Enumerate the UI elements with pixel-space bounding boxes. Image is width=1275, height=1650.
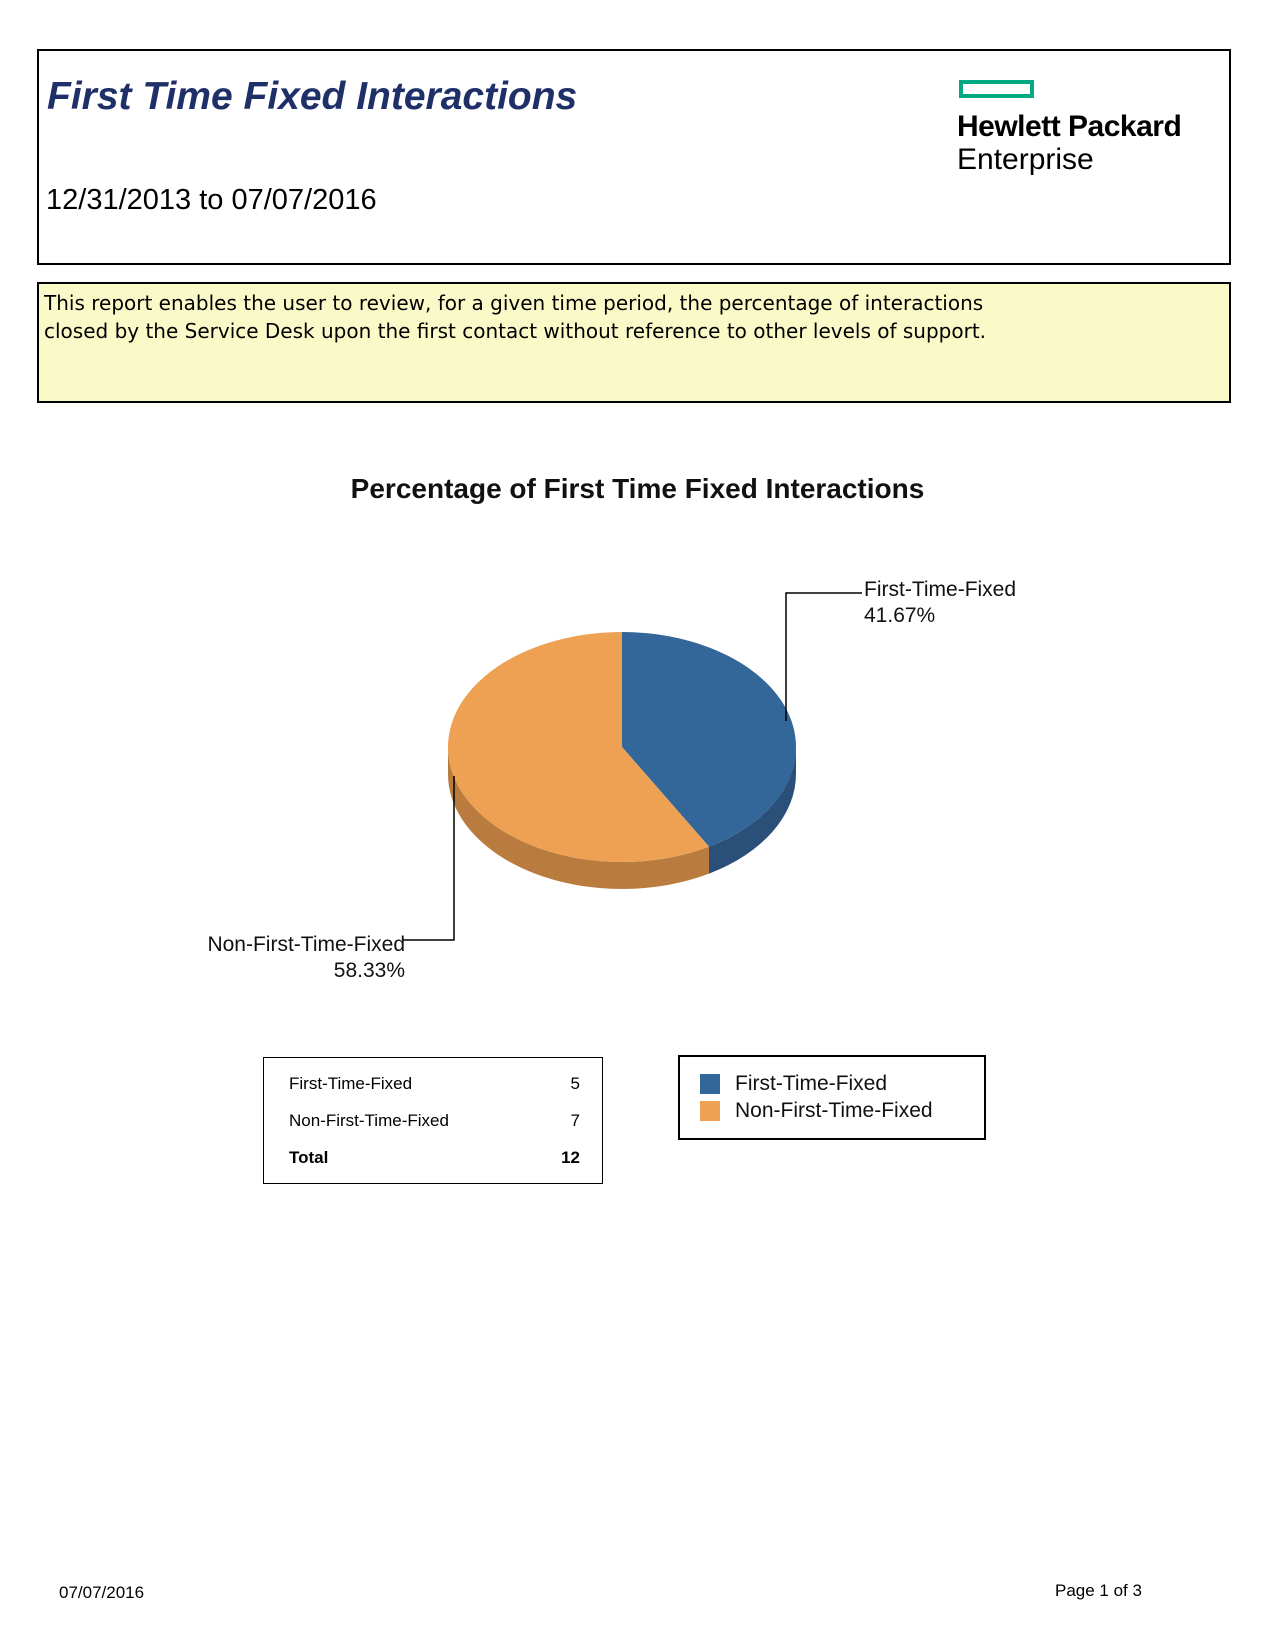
legend-swatch: [700, 1074, 720, 1094]
description-text: This report enables the user to review, for a given time period, the percentage of interactions closed by the Service Desk upon the first contact without reference to other levels of support.: [44, 291, 987, 343]
table-row: [289, 1111, 580, 1133]
report-title: First Time Fixed Interactions: [47, 75, 578, 118]
logo-line2: Enterprise: [957, 143, 1094, 176]
chart-legend: [678, 1055, 986, 1140]
slice-label-percent: 58.33%: [333, 959, 405, 982]
summary-table: [263, 1057, 603, 1184]
slice-label-non-first-time-fixed: [170, 932, 405, 984]
slice-label-percent: 41.67%: [864, 604, 936, 627]
table-total-row: [289, 1148, 580, 1170]
date-range: 12/31/2013 to 07/07/2016: [46, 184, 377, 216]
leader-line-non-first-time-fixed: [403, 776, 454, 940]
legend-label: First-Time-Fixed: [735, 1072, 888, 1095]
slice-label-name: First-Time-Fixed: [864, 578, 1017, 601]
table-row: [289, 1074, 580, 1096]
table-total-label: Total: [289, 1148, 329, 1167]
table-row-value: 7: [570, 1111, 580, 1130]
slice-label-first-time-fixed: [864, 577, 1016, 629]
chart-title: Percentage of First Time Fixed Interactions: [350, 473, 925, 504]
page-number: Page 1 of 3: [1055, 1581, 1142, 1600]
legend-swatch: [700, 1101, 720, 1121]
leader-line-first-time-fixed: [786, 593, 862, 721]
logo-line1: Hewlett Packard: [957, 110, 1182, 143]
table-total-value: 12: [561, 1148, 580, 1167]
table-row-label: Non-First-Time-Fixed: [289, 1111, 449, 1130]
table-row-value: 5: [570, 1074, 580, 1093]
footer-date: 07/07/2016: [59, 1583, 145, 1602]
table-row-label: First-Time-Fixed: [289, 1074, 413, 1093]
slice-label-name: Non-First-Time-Fixed: [207, 933, 405, 956]
legend-label: Non-First-Time-Fixed: [735, 1099, 933, 1122]
